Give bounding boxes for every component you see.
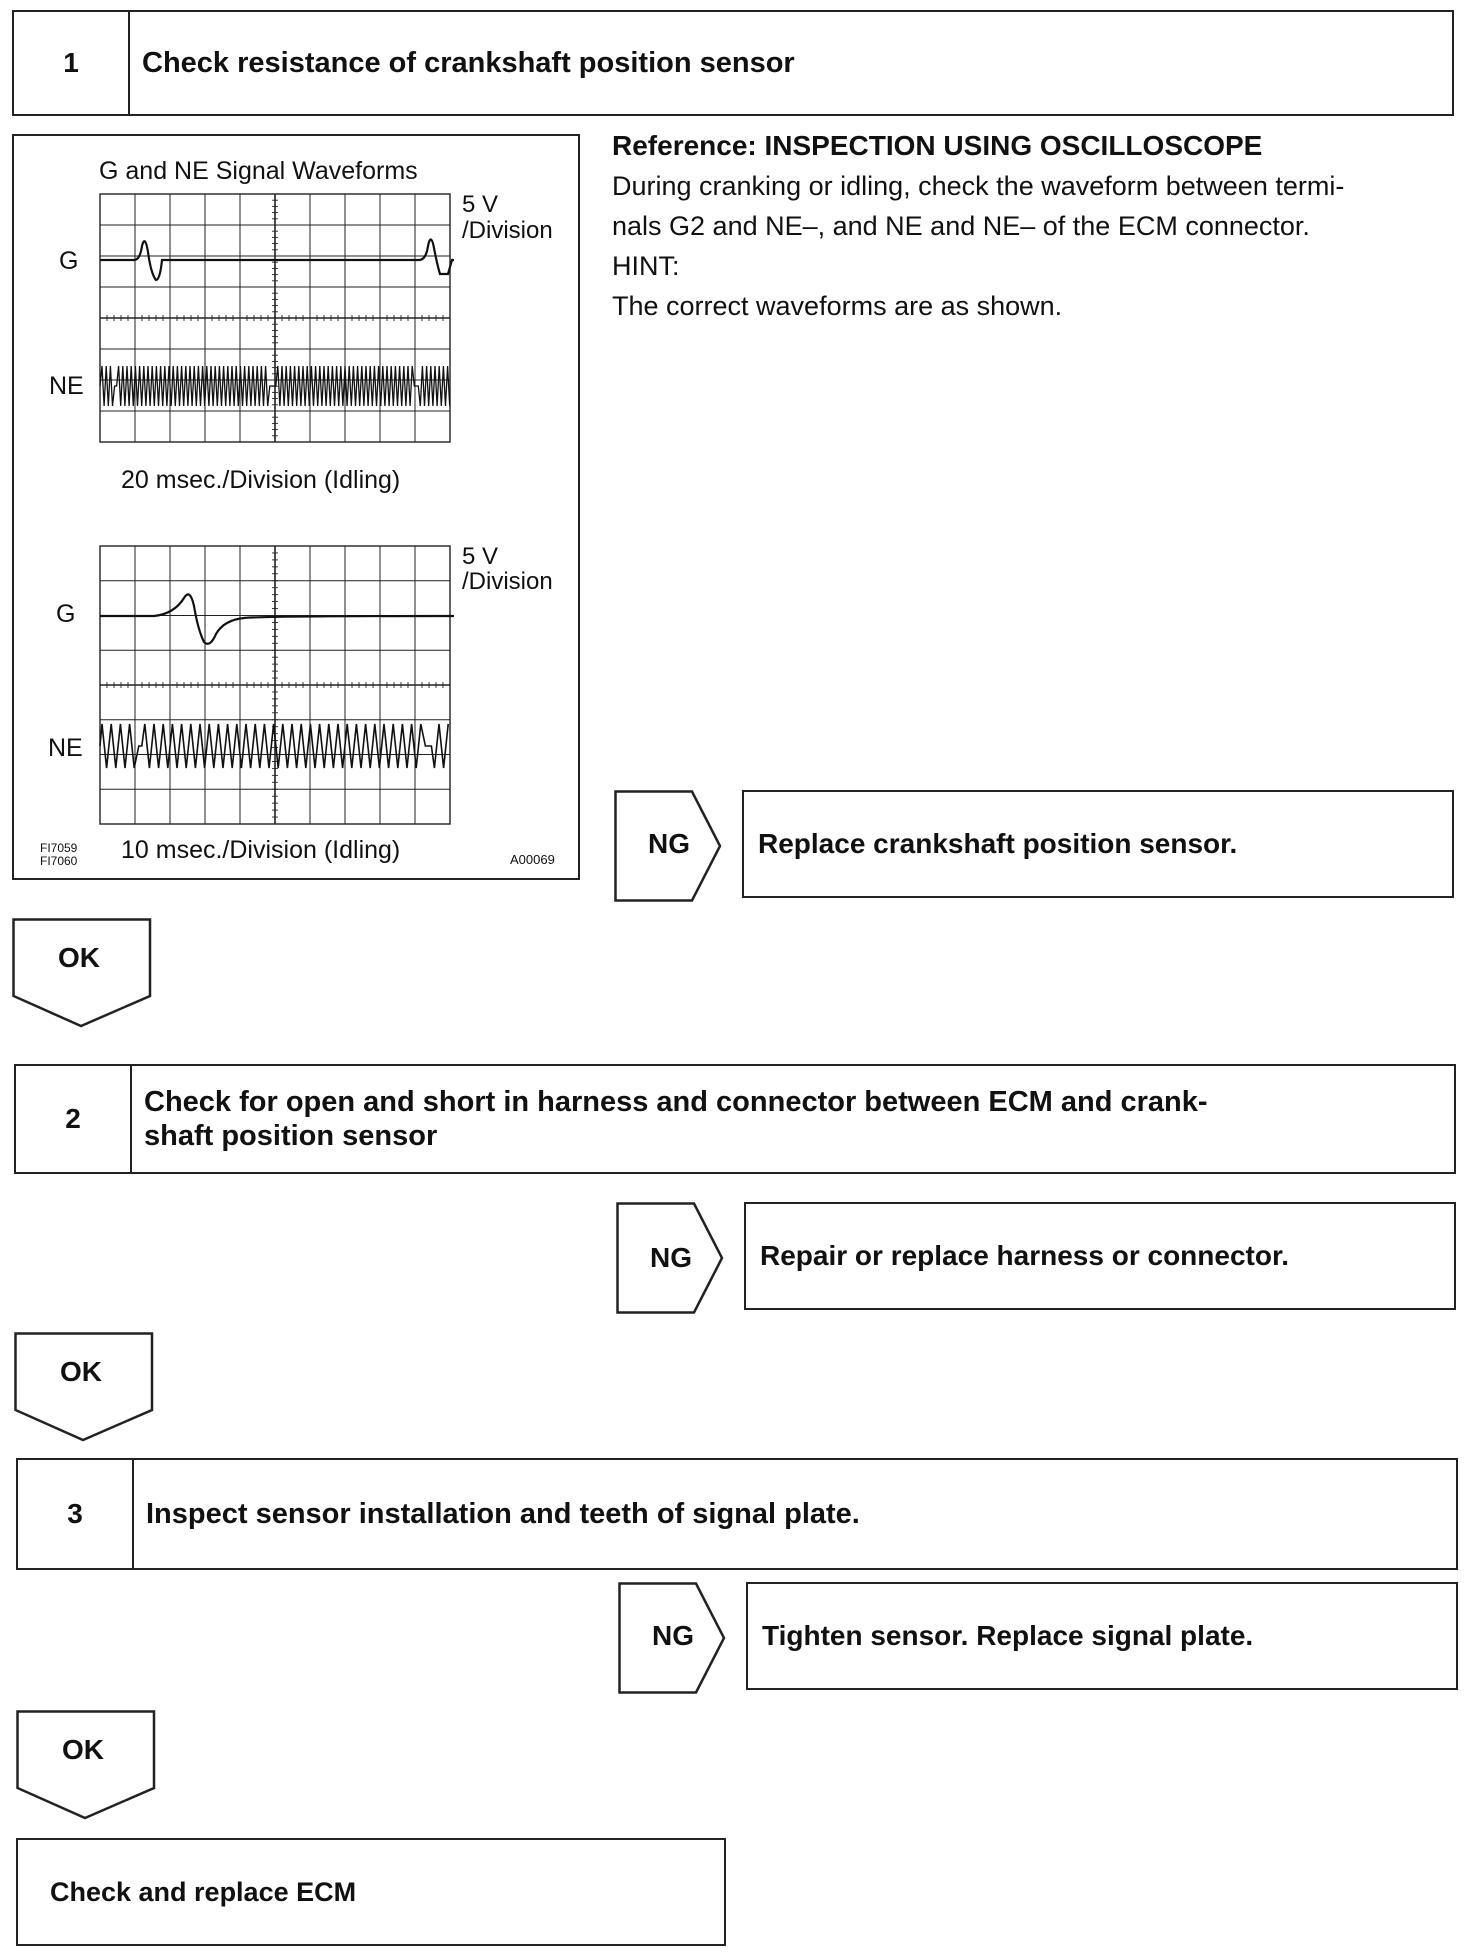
scope-1-volt: 5 V <box>462 191 499 218</box>
scope-1-caption: 20 msec./Division (Idling) <box>121 466 401 494</box>
figure-title: G and NE Signal Waveforms <box>99 157 418 185</box>
step-2-box <box>14 1064 1456 1174</box>
step-title: Check resistance of crankshaft position sensor <box>142 47 795 79</box>
ng-label-3: NG <box>652 1620 694 1651</box>
hint-label: HINT: <box>612 251 680 281</box>
step-number: 2 <box>16 1066 132 1172</box>
ok-label-3: OK <box>62 1734 104 1765</box>
step-title: Inspect sensor installation and teeth of signal plate. <box>146 1498 860 1530</box>
waveform-figure <box>12 134 580 880</box>
result-box-1: Replace crankshaft position sensor. <box>742 790 1454 898</box>
reference-line-2: nals G2 and NE–, and NE and NE– of the ECM connector. <box>612 211 1310 241</box>
scope-2-volt: 5 V <box>462 543 499 570</box>
step-title-line-2: shaft position sensor <box>144 1120 438 1152</box>
ng-label-1: NG <box>648 828 690 859</box>
scope-2-ne-label: NE <box>48 734 83 762</box>
scope-1-g-waveform <box>100 239 454 280</box>
final-action-box: Check and replace ECM <box>16 1838 726 1946</box>
result-box-3: Tighten sensor. Replace signal plate. <box>746 1582 1458 1690</box>
ng-label-2: NG <box>650 1242 692 1273</box>
scope-2-volt-div: /Division <box>462 568 553 595</box>
figure-id: A00069 <box>510 852 555 867</box>
oscilloscope-diagram <box>14 136 578 878</box>
step-number: 1 <box>14 12 130 114</box>
step-number: 3 <box>18 1460 134 1568</box>
scope-2-caption: 10 msec./Division (Idling) <box>121 836 401 864</box>
step-title-line-1: Check for open and short in harness and connector between ECM and crank- <box>144 1086 1208 1118</box>
figure-code-2: FI7060 <box>40 854 78 868</box>
figure-code-1: FI7059 <box>40 841 78 855</box>
reference-line-1: During cranking or idling, check the waveform between termi- <box>612 171 1345 201</box>
step-title <box>144 1066 1438 1172</box>
hint-text: The correct waveforms are as shown. <box>612 291 1063 321</box>
scope-1-ne-label: NE <box>49 372 84 400</box>
step-1-box <box>12 10 1454 116</box>
scope-1-g-label: G <box>59 247 79 275</box>
step-3-box <box>16 1458 1458 1570</box>
result-box-2: Repair or replace harness or connector. <box>744 1202 1456 1310</box>
scope-2-grid <box>100 546 450 824</box>
ok-label-1: OK <box>58 942 100 973</box>
ok-label-2: OK <box>60 1356 102 1387</box>
reference-title: Reference: INSPECTION USING OSCILLOSCOPE <box>612 130 1263 161</box>
scope-1-volt-div: /Division <box>462 217 553 244</box>
scope-2-g-label: G <box>56 600 76 628</box>
